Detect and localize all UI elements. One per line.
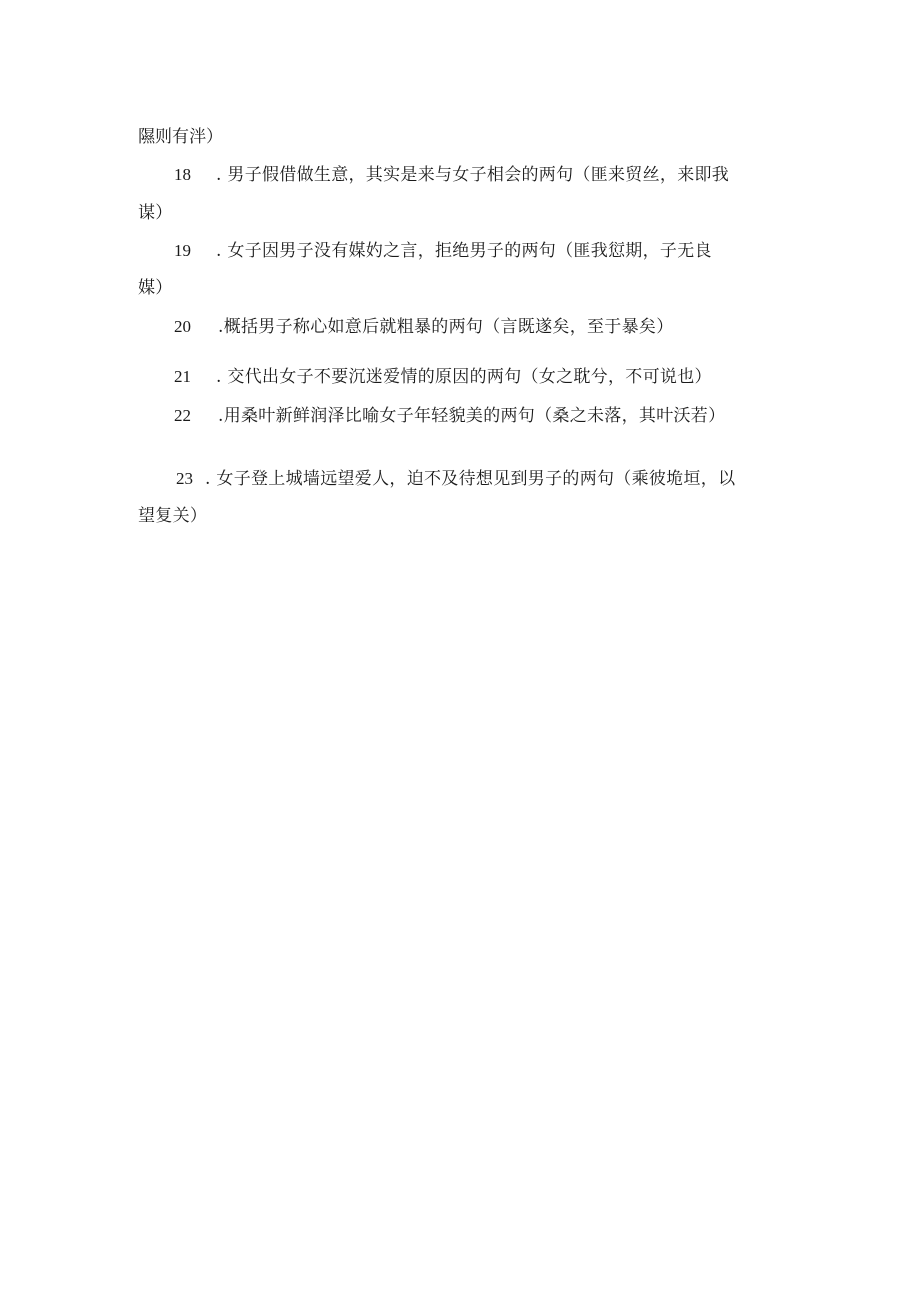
item-number: 22 <box>174 406 191 425</box>
item-text: . 男子假借做生意，其实是来与女子相会的两句（匪来贸丝，来即我 <box>216 165 730 185</box>
item-text: .概括男子称心如意后就粗暴的两句（言既遂矣，至于暴矣） <box>218 317 674 337</box>
item-text: . 交代出女子不要沉迷爱情的原因的两句（女之耽兮，不可说也） <box>216 367 712 387</box>
item-text: . 女子因男子没有媒妁之言，拒绝男子的两句（匪我愆期，子无良 <box>216 241 712 261</box>
item-number: 20 <box>174 317 191 336</box>
item-number: 18 <box>174 165 191 184</box>
item-number: 23 <box>176 469 193 488</box>
item-text: .用桑叶新鲜润泽比喻女子年轻貌美的两句（桑之未落，其叶沃若） <box>218 406 726 426</box>
item-text-continuation: 望复关） <box>138 506 208 526</box>
item-text-continuation: 谋） <box>138 203 173 223</box>
continuation-line-17: 隰则有泮） <box>138 127 223 147</box>
item-number: 21 <box>174 367 191 386</box>
item-text: . 女子登上城墙远望爱人，迫不及待想见到男子的两句（乘彼垝垣，以 <box>205 469 736 489</box>
item-number: 19 <box>174 241 191 260</box>
item-text-continuation: 媒） <box>138 278 173 298</box>
